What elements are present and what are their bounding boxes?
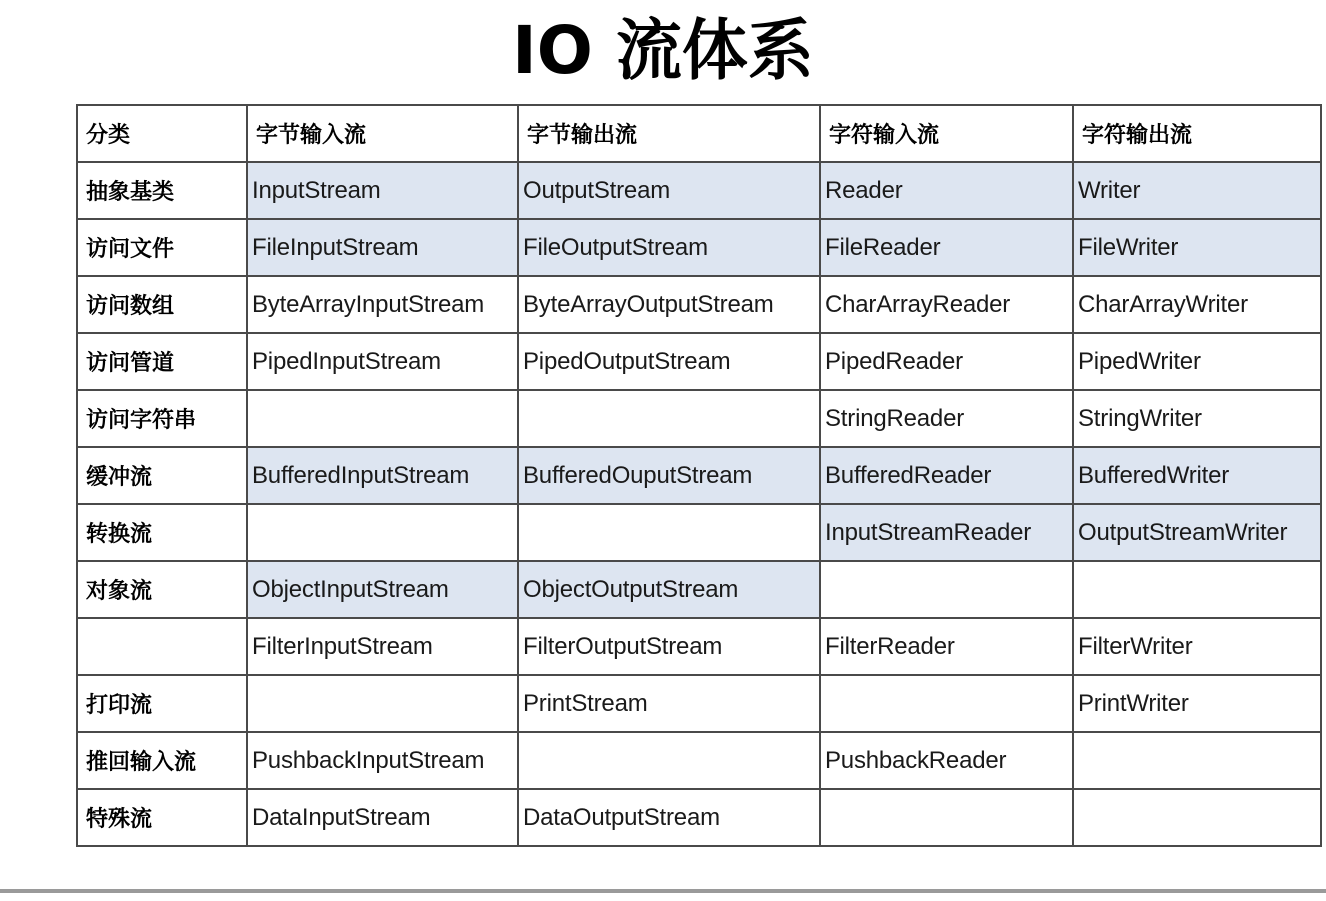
cell-byte-output: FilterOutputStream [518, 618, 820, 675]
cell-char-input: StringReader [820, 390, 1073, 447]
cell-char-input: BufferedReader [820, 447, 1073, 504]
cell-byte-output [518, 504, 820, 561]
table-row [77, 675, 1321, 732]
header-byte-input: 字节输入流 [247, 105, 518, 162]
cell-byte-input: ObjectInputStream [247, 561, 518, 618]
cell-char-input [820, 789, 1073, 846]
row-category: 特殊流 [77, 789, 247, 846]
cell-char-input: FileReader [820, 219, 1073, 276]
cell-char-output: FilterWriter [1073, 618, 1321, 675]
cell-char-input [820, 561, 1073, 618]
cell-char-input: Reader [820, 162, 1073, 219]
cell-char-output: PrintWriter [1073, 675, 1321, 732]
cell-byte-output: ByteArrayOutputStream [518, 276, 820, 333]
row-category: 打印流 [77, 675, 247, 732]
cell-byte-output [518, 390, 820, 447]
cell-char-output [1073, 789, 1321, 846]
header-byte-output: 字节输出流 [518, 105, 820, 162]
row-category: 转换流 [77, 504, 247, 561]
header-category: 分类 [77, 105, 247, 162]
cell-byte-output: ObjectOutputStream [518, 561, 820, 618]
row-category: 访问文件 [77, 219, 247, 276]
table-header-row [77, 105, 1321, 162]
cell-byte-input: InputStream [247, 162, 518, 219]
cell-byte-input [247, 675, 518, 732]
table-row [77, 390, 1321, 447]
cell-byte-input [247, 504, 518, 561]
cell-char-input: PushbackReader [820, 732, 1073, 789]
cell-byte-input: FileInputStream [247, 219, 518, 276]
cell-byte-output: FileOutputStream [518, 219, 820, 276]
table-row [77, 561, 1321, 618]
cell-byte-input: ByteArrayInputStream [247, 276, 518, 333]
table-row [77, 789, 1321, 846]
cell-char-output: FileWriter [1073, 219, 1321, 276]
table-row [77, 276, 1321, 333]
row-category: 访问数组 [77, 276, 247, 333]
cell-char-output: StringWriter [1073, 390, 1321, 447]
cell-char-output: BufferedWriter [1073, 447, 1321, 504]
cell-byte-output: DataOutputStream [518, 789, 820, 846]
table-row [77, 504, 1321, 561]
table-row [77, 333, 1321, 390]
cell-char-output: CharArrayWriter [1073, 276, 1321, 333]
cell-char-input: PipedReader [820, 333, 1073, 390]
row-category: 访问字符串 [77, 390, 247, 447]
cell-char-output: Writer [1073, 162, 1321, 219]
table-row [77, 618, 1321, 675]
cell-byte-input: FilterInputStream [247, 618, 518, 675]
row-category [77, 618, 247, 675]
cell-char-output: PipedWriter [1073, 333, 1321, 390]
cell-byte-output: PrintStream [518, 675, 820, 732]
table-row [77, 162, 1321, 219]
cell-byte-output: BufferedOuputStream [518, 447, 820, 504]
header-char-input: 字符输入流 [820, 105, 1073, 162]
cell-byte-input [247, 390, 518, 447]
row-category: 推回输入流 [77, 732, 247, 789]
cell-char-input: InputStreamReader [820, 504, 1073, 561]
table-row [77, 732, 1321, 789]
cell-char-input: CharArrayReader [820, 276, 1073, 333]
page-title: IO 流体系 [512, 12, 814, 89]
cell-byte-input: PipedInputStream [247, 333, 518, 390]
table-row [77, 219, 1321, 276]
cell-byte-output [518, 732, 820, 789]
cell-byte-input: PushbackInputStream [247, 732, 518, 789]
cell-char-input: FilterReader [820, 618, 1073, 675]
row-category: 对象流 [77, 561, 247, 618]
io-stream-table [76, 104, 1322, 847]
cell-char-output [1073, 732, 1321, 789]
cell-char-output [1073, 561, 1321, 618]
table-row [77, 447, 1321, 504]
bottom-divider [0, 889, 1326, 893]
row-category: 抽象基类 [77, 162, 247, 219]
cell-byte-input: BufferedInputStream [247, 447, 518, 504]
row-category: 访问管道 [77, 333, 247, 390]
row-category: 缓冲流 [77, 447, 247, 504]
header-char-output: 字符输出流 [1073, 105, 1321, 162]
cell-byte-output: OutputStream [518, 162, 820, 219]
cell-char-output: OutputStreamWriter [1073, 504, 1321, 561]
cell-char-input [820, 675, 1073, 732]
cell-byte-input: DataInputStream [247, 789, 518, 846]
cell-byte-output: PipedOutputStream [518, 333, 820, 390]
